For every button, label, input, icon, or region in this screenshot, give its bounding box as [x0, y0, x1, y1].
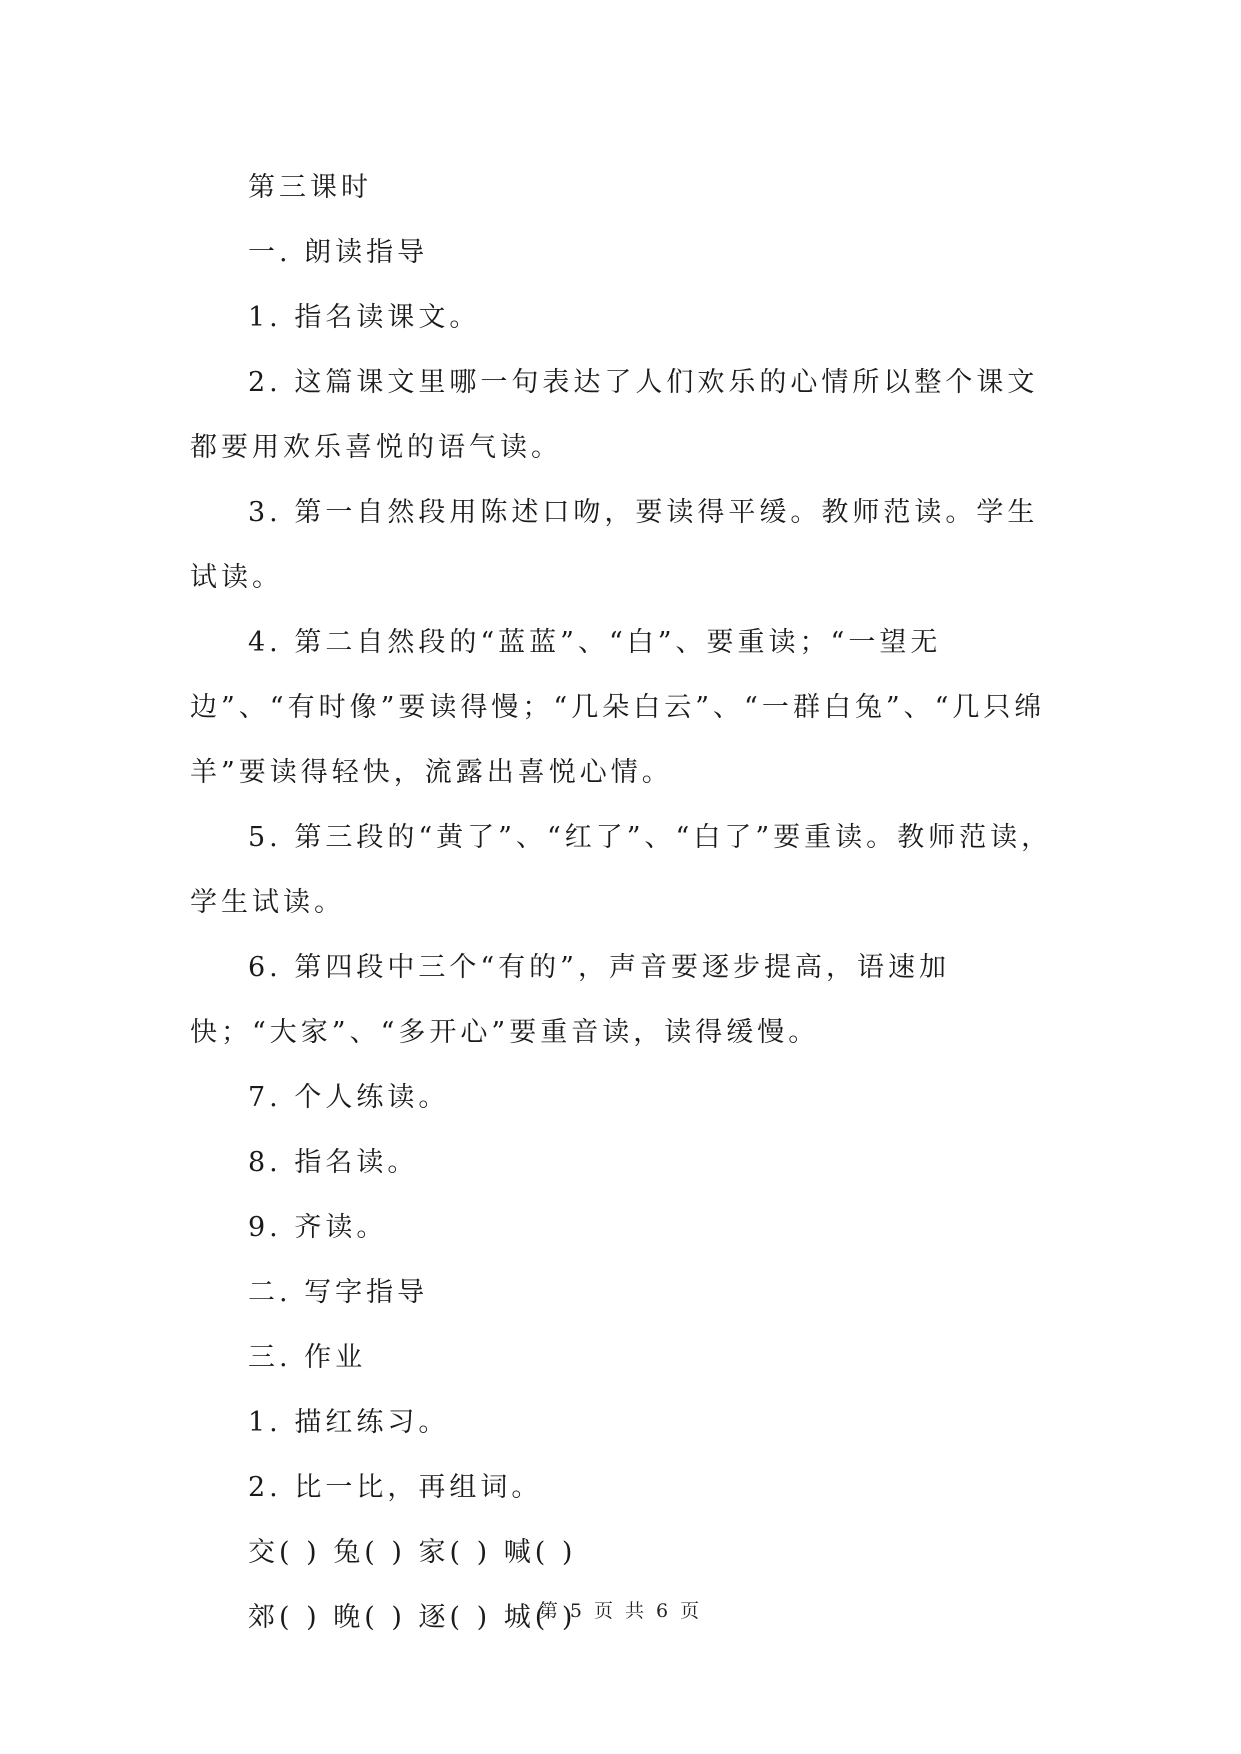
word-exercise-row: 交( ) 兔( ) 家( ) 喊( )	[248, 1537, 577, 1568]
list-item: 7. 个人练读。	[248, 1082, 450, 1113]
page-number: 第 5 页 共 6 页	[538, 1600, 703, 1622]
list-item: 3. 第一自然段用陈述口吻，要读得平缓。教师范读。学生试读。	[190, 497, 1039, 593]
list-item: 4. 第二自然段的“蓝蓝”、“白”、要重读；“一望无边”、“有时像”要读得慢；“几朵白云”、“一群白兔”、“几只绵羊”要读得轻快，流露出喜悦心情。	[190, 627, 1046, 788]
list-item: 8. 指名读。	[248, 1147, 419, 1178]
list-item: 2. 比一比，再组词。	[248, 1472, 543, 1503]
lesson-heading: 第三课时	[248, 172, 372, 203]
section-heading-reading: 一. 朗读指导	[248, 237, 429, 268]
list-item: 5. 第三段的“黄了”、“红了”、“白了”要重读。教师范读，学生试读。	[190, 822, 1053, 918]
list-item: 6. 第四段中三个“有的”，声音要逐步提高，语速加快；“大家”、“多开心”要重音读，读得缓慢。	[190, 952, 950, 1048]
list-item: 2. 这篇课文里哪一句表达了人们欢乐的心情所以整个课文都要用欢乐喜悦的语气读。	[190, 367, 1039, 463]
list-item: 9. 齐读。	[248, 1212, 388, 1243]
section-heading-homework: 三. 作业	[248, 1342, 367, 1373]
section-heading-writing: 二. 写字指导	[248, 1277, 429, 1308]
list-item: 1. 描红练习。	[248, 1407, 450, 1438]
word-exercise-row: 郊( ) 晚( ) 逐( ) 城( )	[248, 1602, 577, 1633]
list-item: 1. 指名读课文。	[248, 302, 481, 333]
document-body	[190, 155, 1060, 1650]
